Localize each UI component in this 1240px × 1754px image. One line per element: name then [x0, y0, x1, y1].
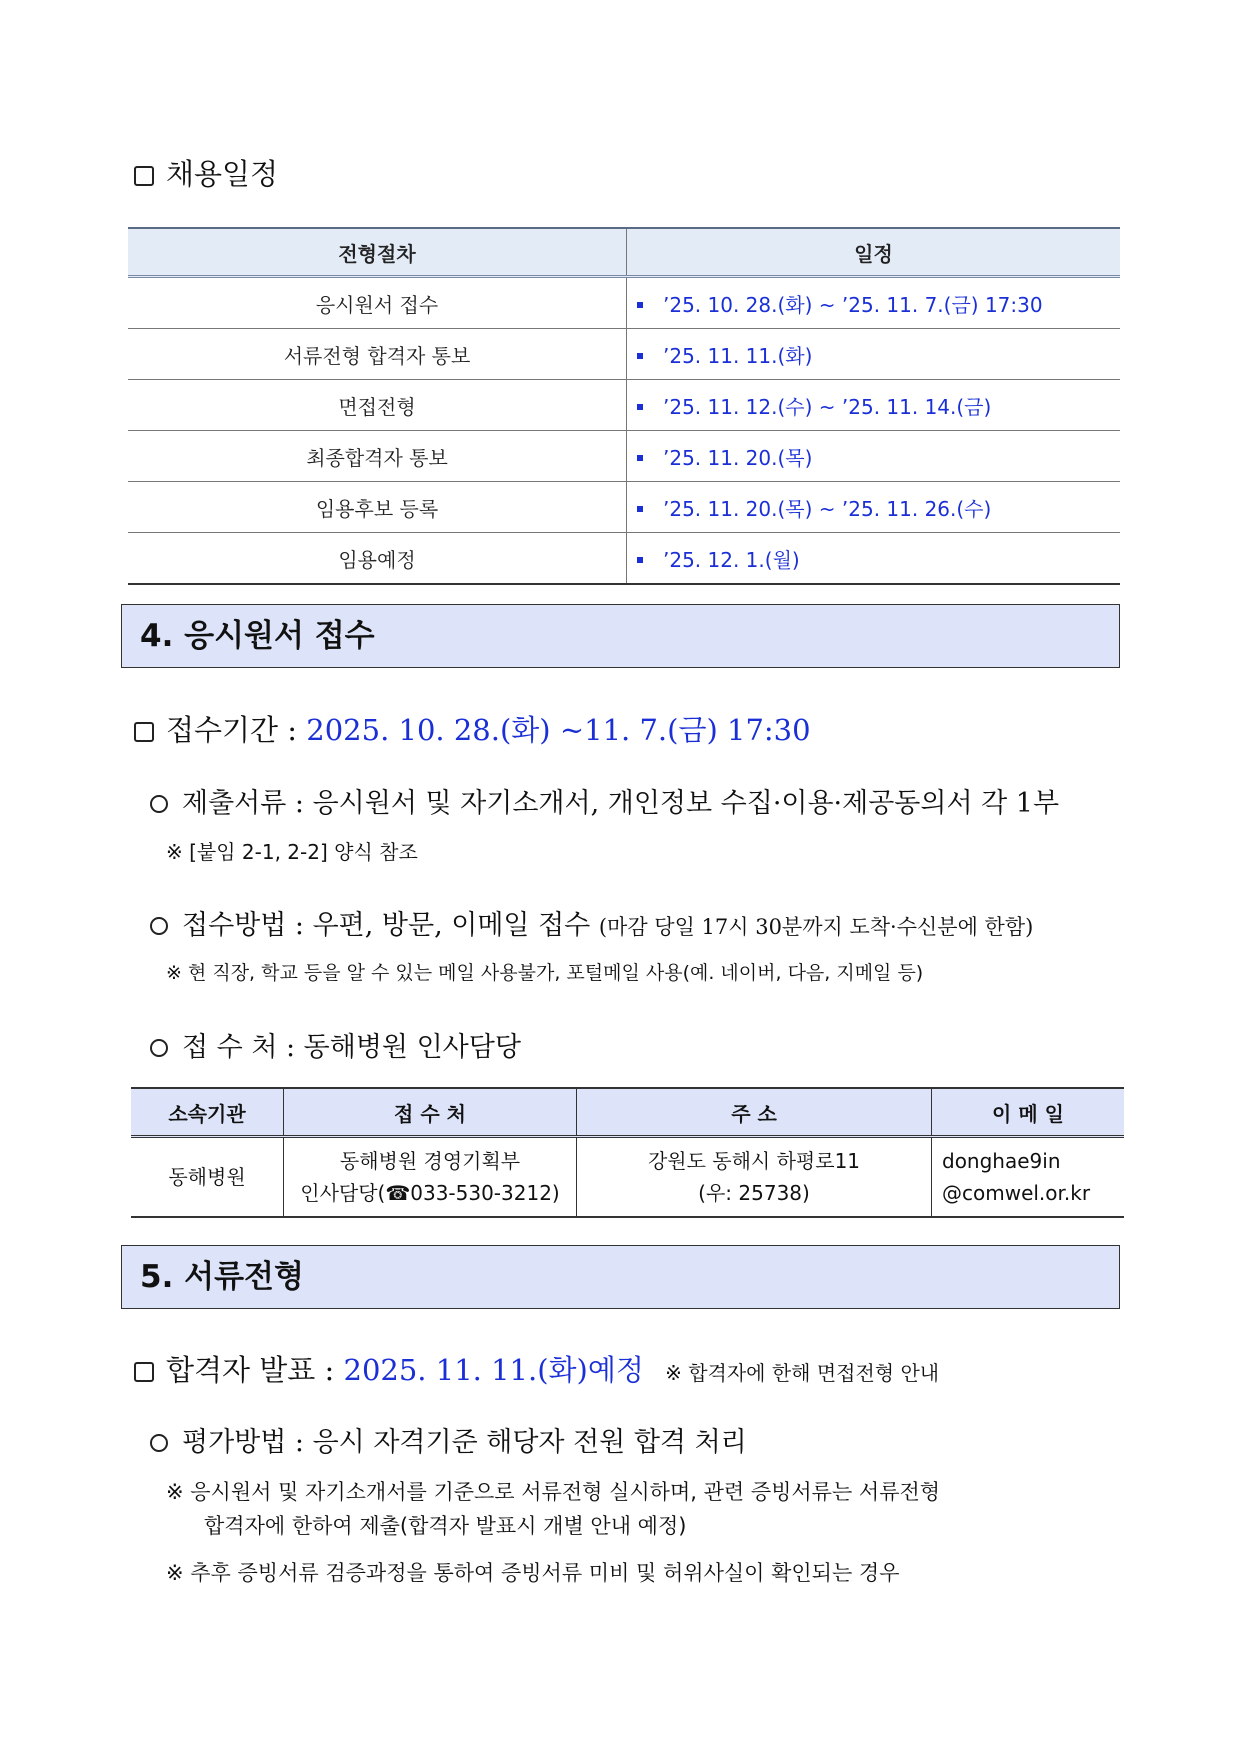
checkbox-icon — [134, 722, 154, 742]
step-cell: 임용예정 — [128, 533, 627, 585]
section-4-header: 4. 응시원서 접수 — [121, 604, 1120, 668]
evaluation-method — [150, 1420, 747, 1459]
col-address: 주 소 — [577, 1088, 932, 1137]
schedule-heading-text: 채용일정 — [166, 157, 279, 191]
table-row — [128, 329, 1120, 380]
checkbox-icon — [134, 1362, 154, 1382]
schedule-table — [128, 227, 1120, 585]
reception-period-label: 접수기간 : — [166, 713, 298, 747]
reception-method-note: ※ 현 직장, 학교 등을 알 수 있는 메일 사용불가, 포털메일 사용(예. 네이버, 다음, 지메일 등) — [166, 962, 924, 984]
square-bullet-icon — [637, 353, 643, 359]
evaluation-note-1: ※ 응시원서 및 자기소개서를 기준으로 서류전형 실시하며, 관련 증빙서류는 서류전형 — [166, 1480, 941, 1504]
date-cell — [627, 482, 1121, 533]
table-row — [128, 482, 1120, 533]
schedule-col-date: 일정 — [627, 228, 1121, 277]
step-cell: 응시원서 접수 — [128, 277, 627, 329]
col-receiver: 접 수 처 — [284, 1088, 577, 1137]
pass-announcement-value: 2025. 11. 11.(화)예정 — [343, 1353, 644, 1387]
evaluation-note-1-cont: 합격자에 한하여 제출(합격자 발표시 개별 안내 예정) — [204, 1514, 687, 1538]
pass-announcement-note: ※ 합격자에 한해 면접전형 안내 — [665, 1361, 940, 1385]
date-cell — [627, 277, 1121, 329]
submit-docs-note: ※ [붙임 2-1, 2-2] 양식 참조 — [166, 840, 418, 864]
circle-bullet-icon — [150, 795, 168, 813]
pass-announcement — [134, 1348, 939, 1389]
date-text: ’25. 11. 12.(수) ~ ’25. 11. 14.(금) — [663, 394, 992, 419]
submit-docs — [150, 781, 1059, 820]
email-user: donghae9in — [942, 1149, 1061, 1173]
pass-announcement-label: 합격자 발표 : — [166, 1353, 335, 1387]
date-text: ’25. 11. 20.(목) ~ ’25. 11. 26.(수) — [663, 496, 992, 521]
reception-method-deadline: (마감 당일 17시 30분까지 도착·수신분에 한함) — [598, 915, 1034, 939]
circle-bullet-icon — [150, 1434, 168, 1452]
date-text: ’25. 11. 11.(화) — [663, 343, 813, 368]
date-cell — [627, 431, 1121, 482]
table-row — [128, 533, 1120, 585]
square-bullet-icon — [637, 302, 643, 308]
receiver-dept: 동해병원 경영기획부 — [339, 1149, 521, 1173]
email-cell[interactable] — [932, 1137, 1125, 1218]
address-cell — [577, 1137, 932, 1218]
section-5-header: 5. 서류전형 — [121, 1245, 1120, 1309]
step-cell: 서류전형 합격자 통보 — [128, 329, 627, 380]
col-email: 이 메 일 — [932, 1088, 1125, 1137]
table-row — [128, 431, 1120, 482]
table-row — [128, 380, 1120, 431]
table-row — [128, 277, 1120, 329]
evaluation-note-2: ※ 추후 증빙서류 검증과정을 통하여 증빙서류 미비 및 허위사실이 확인되는 경우 — [166, 1561, 900, 1585]
submit-docs-text: 제출서류 : 응시원서 및 자기소개서, 개인정보 수집·이용·제공동의서 각 1부 — [182, 788, 1060, 819]
email-domain: @comwel.or.kr — [942, 1181, 1091, 1205]
org-cell: 동해병원 — [131, 1137, 284, 1218]
square-bullet-icon — [637, 506, 643, 512]
schedule-heading — [134, 152, 278, 193]
circle-bullet-icon — [150, 917, 168, 935]
date-text: ’25. 11. 20.(목) — [663, 445, 813, 470]
address-postcode: (우: 25738) — [698, 1181, 810, 1205]
evaluation-method-text: 평가방법 : 응시 자격기준 해당자 전원 합격 처리 — [182, 1427, 747, 1458]
circle-bullet-icon — [150, 1039, 168, 1057]
schedule-col-step: 전형절차 — [128, 228, 627, 277]
reception-method — [150, 903, 1033, 942]
reception-period — [134, 708, 811, 749]
date-cell — [627, 380, 1121, 431]
date-cell — [627, 533, 1121, 585]
date-cell — [627, 329, 1121, 380]
step-cell: 면접전형 — [128, 380, 627, 431]
table-row — [131, 1137, 1124, 1218]
address-street: 강원도 동해시 하평로11 — [647, 1149, 861, 1173]
receiver-contact: 인사담당(☎033-530-3212) — [300, 1181, 560, 1205]
reception-table — [131, 1087, 1124, 1218]
square-bullet-icon — [637, 557, 643, 563]
step-cell: 최종합격자 통보 — [128, 431, 627, 482]
reception-place — [150, 1025, 521, 1064]
reception-place-text: 접 수 처 : 동해병원 인사담당 — [182, 1032, 521, 1063]
date-text: ’25. 12. 1.(월) — [663, 547, 800, 572]
col-org: 소속기관 — [131, 1088, 284, 1137]
square-bullet-icon — [637, 404, 643, 410]
checkbox-icon — [134, 166, 154, 186]
square-bullet-icon — [637, 455, 643, 461]
reception-method-text: 접수방법 : 우편, 방문, 이메일 접수 — [182, 910, 591, 941]
reception-period-value: 2025. 10. 28.(화) ~11. 7.(금) 17:30 — [306, 713, 811, 747]
receiver-cell — [284, 1137, 577, 1218]
step-cell: 임용후보 등록 — [128, 482, 627, 533]
date-text: ’25. 10. 28.(화) ~ ’25. 11. 7.(금) 17:30 — [663, 292, 1043, 317]
